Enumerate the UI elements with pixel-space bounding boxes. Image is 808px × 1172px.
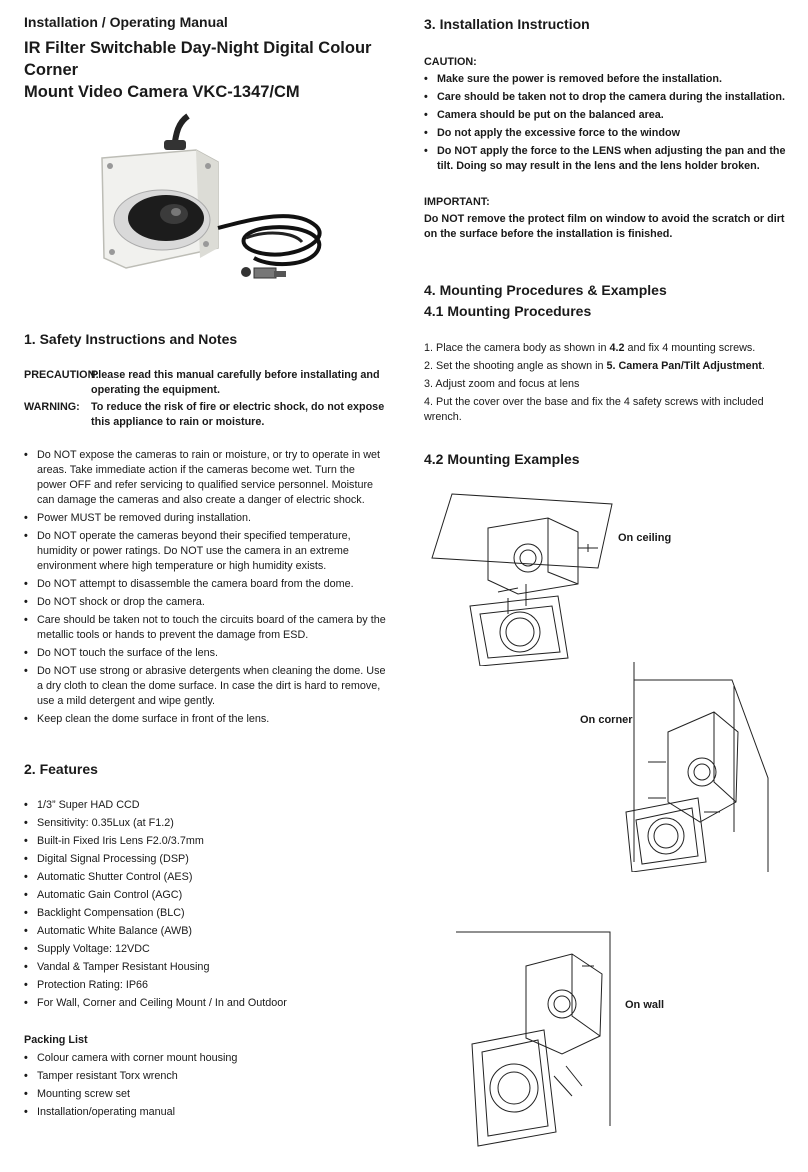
step-4: 4. Put the cover over the base and fix the 4 safety screws with included wrench. — [424, 396, 764, 423]
list-item: • Backlight Compensation (BLC) — [24, 906, 386, 921]
step-2 — [424, 359, 794, 374]
step-1-text-end: and fix 4 mounting screws. — [624, 342, 756, 354]
list-item: • Keep clean the dome surface in front of the lens. — [24, 712, 386, 727]
precaution-row — [24, 368, 394, 398]
precaution-term: PRECAUTION: — [24, 369, 99, 381]
installation-heading: 3. Installation Instruction — [424, 16, 590, 32]
list-item: • Vandal & Tamper Resistant Housing — [24, 960, 386, 975]
features-list — [24, 798, 386, 1014]
list-item: • Colour camera with corner mount housing — [24, 1051, 386, 1066]
ceiling-mount-diagram — [428, 488, 618, 666]
list-item: • 1/3” Super HAD CCD — [24, 798, 386, 813]
title-line-1: IR Filter Switchable Day-Night Digital Colour Corner — [24, 39, 372, 79]
step-2-text-end: . — [761, 360, 765, 372]
mounting-procedures-subheading: 4.1 Mounting Procedures — [424, 303, 592, 319]
list-item: • For Wall, Corner and Ceiling Mount / In and Outdoor — [24, 996, 386, 1011]
camera-product-image — [96, 108, 336, 288]
label-on-corner: On corner — [580, 714, 633, 726]
list-item: • Supply Voltage: 12VDC — [24, 942, 386, 957]
step-2-ref: 5. Camera Pan/Tilt Adjustment — [606, 360, 762, 372]
mounting-examples-subheading: 4.2 Mounting Examples — [424, 451, 580, 467]
safety-heading: 1. Safety Instructions and Notes — [24, 331, 238, 347]
packing-heading: Packing List — [24, 1034, 88, 1046]
step-3: 3. Adjust zoom and focus at lens — [424, 378, 580, 390]
step-1 — [424, 341, 794, 356]
step-2-text: 2. Set the shooting angle as shown in — [424, 360, 607, 372]
label-on-ceiling: On ceiling — [618, 532, 672, 544]
packing-list — [24, 1051, 386, 1123]
caution-list — [424, 72, 786, 177]
list-item: • Do NOT use strong or abrasive detergents when cleaning the dome. Use a dry cloth to clean the dome surface. In case the dirt is hard to remove, use a mild detergent and wipe gently. — [24, 664, 386, 709]
list-item: • Tamper resistant Torx wrench — [24, 1069, 386, 1084]
title-line-2: Mount Video Camera VKC-1347/CM — [24, 83, 300, 101]
list-item: • Automatic Shutter Control (AES) — [24, 870, 386, 885]
corner-mount-diagram — [604, 662, 794, 872]
caution-label: CAUTION: — [424, 56, 477, 68]
document-title — [24, 37, 404, 103]
label-on-wall: On wall — [625, 999, 665, 1011]
step-1-text: 1. Place the camera body as shown in — [424, 342, 610, 354]
wall-mount-diagram — [432, 926, 632, 1160]
precaution-text: Please read this manual carefully before installating and operating the equipment. — [91, 369, 380, 396]
list-item: • Do NOT shock or drop the camera. — [24, 595, 386, 610]
list-item: • Do NOT expose the cameras to rain or moisture, or try to operate in wet areas. Take immediate action if the cameras become wet. Turn the power OFF and refer servicing to qualified service personnel. Moisture can damage the cameras and also create a danger of electric shock. — [24, 448, 386, 508]
list-item: • Built-in Fixed Iris Lens F2.0/3.7mm — [24, 834, 386, 849]
important-label: IMPORTANT: — [424, 196, 490, 208]
step-1-ref: 4.2 — [609, 342, 625, 354]
list-item: • Sensitivity: 0.35Lux (at F1.2) — [24, 816, 386, 831]
warning-term: WARNING: — [24, 401, 80, 413]
safety-list — [24, 448, 386, 730]
mounting-steps — [424, 341, 794, 428]
list-item: • Mounting screw set — [24, 1087, 386, 1102]
list-item: • Make sure the power is removed before the installation. — [424, 72, 786, 87]
list-item: • Care should be taken not to touch the circuits board of the camera by the metallic tools or hands to prevent the damage from ESD. — [24, 613, 386, 643]
list-item: • Digital Signal Processing (DSP) — [24, 852, 386, 867]
list-item: • Do NOT touch the surface of the lens. — [24, 646, 386, 661]
list-item: • Care should be taken not to drop the camera during the installation. — [424, 90, 786, 105]
list-item: • Installation/operating manual — [24, 1105, 386, 1120]
list-item: • Do NOT operate the cameras beyond their specified temperature, humidity or power ratings. Do NOT use the camera in an extreme environment where high temperature or high humidity exists. — [24, 529, 386, 574]
list-item: • Do NOT attempt to disassemble the camera board from the dome. — [24, 577, 386, 592]
list-item: • Do not apply the excessive force to the window — [424, 126, 786, 141]
list-item: • Power MUST be removed during installation. — [24, 511, 386, 526]
warning-row — [24, 400, 394, 430]
manual-label: Installation / Operating Manual — [24, 14, 228, 30]
list-item: • Protection Rating: IP66 — [24, 978, 386, 993]
warning-text: To reduce the risk of fire or electric shock, do not expose this appliance to rain or moisture. — [91, 401, 385, 428]
list-item: • Automatic White Balance (AWB) — [24, 924, 386, 939]
mounting-heading: 4. Mounting Procedures & Examples — [424, 282, 667, 298]
list-item: • Do NOT apply the force to the LENS when adjusting the pan and the tilt. Doing so may result in the lens and the lens holder broken. — [424, 144, 786, 174]
important-text: Do NOT remove the protect film on window to avoid the scratch or dirt on the surface before the installation is finished. — [424, 213, 785, 240]
list-item: • Camera should be put on the balanced area. — [424, 108, 786, 123]
list-item: • Automatic Gain Control (AGC) — [24, 888, 386, 903]
features-heading: 2. Features — [24, 761, 98, 777]
